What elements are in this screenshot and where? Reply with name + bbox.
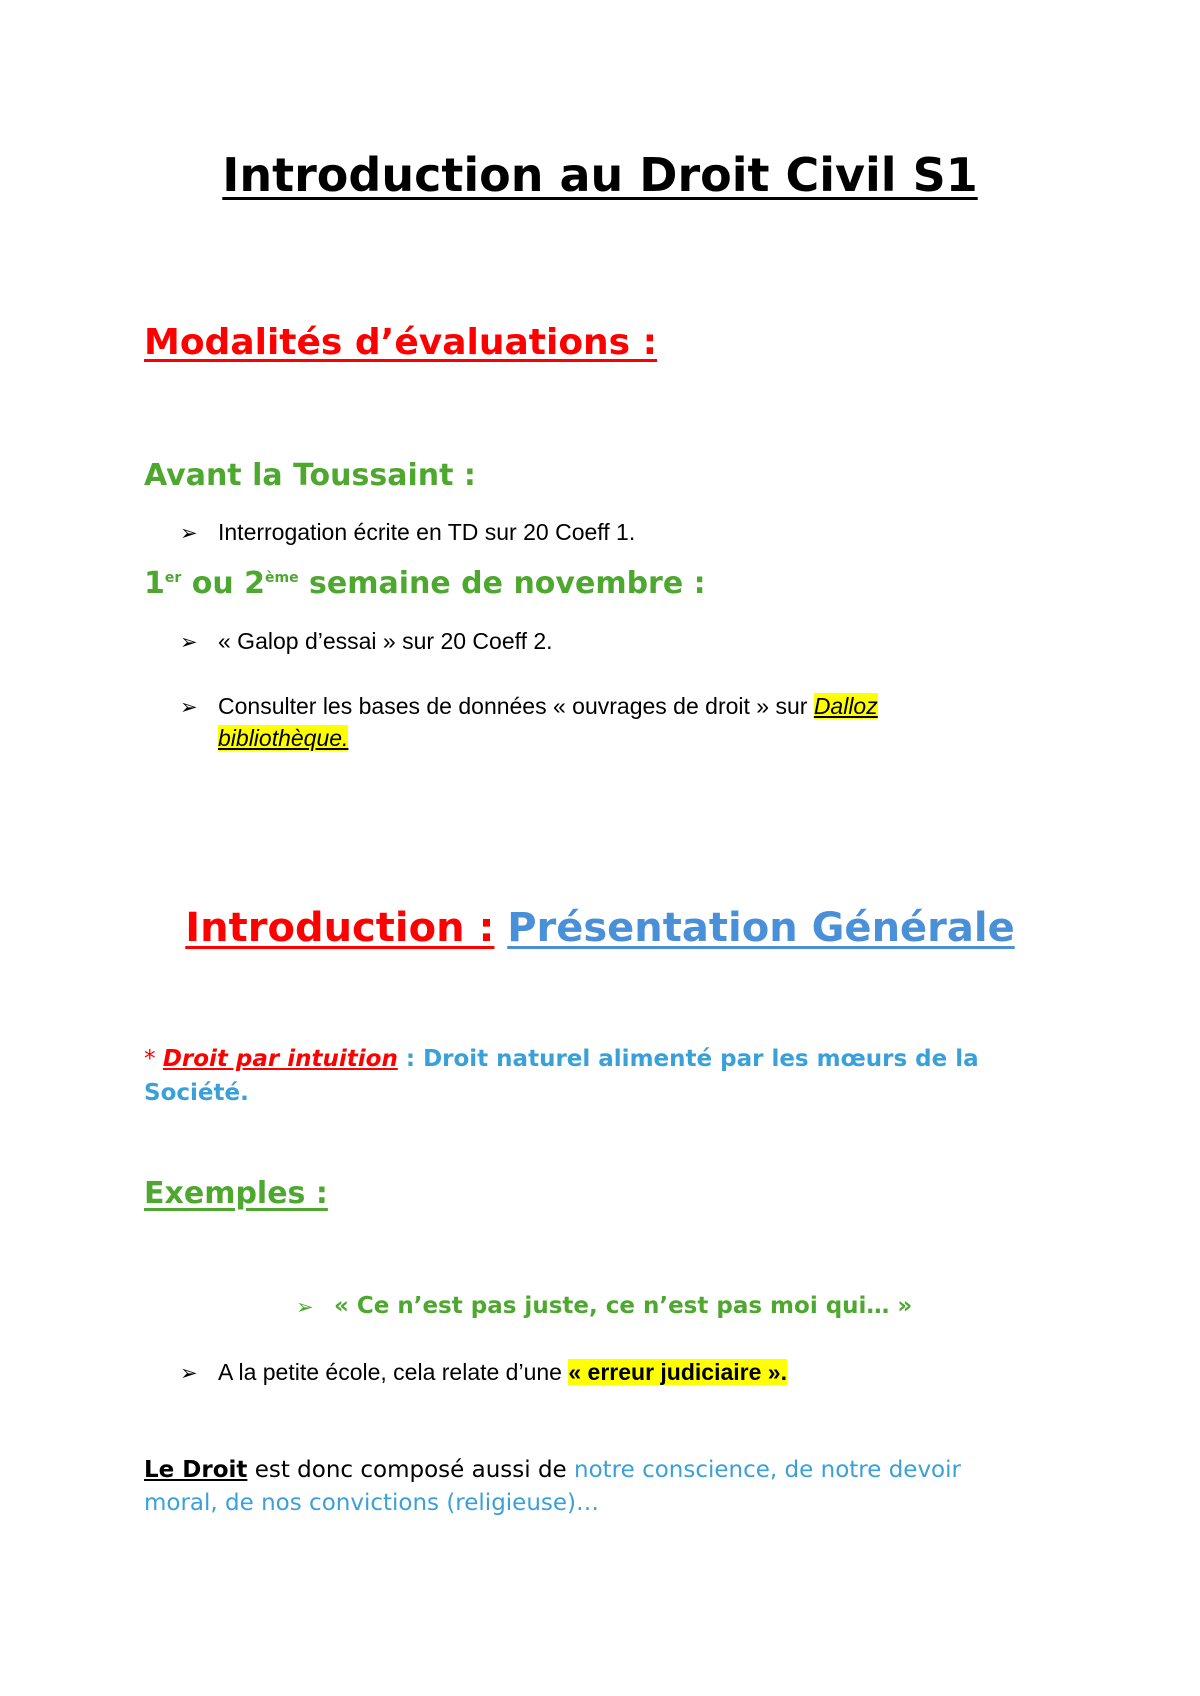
droit-intuition-line: * Droit par intuition : Droit naturel alimenté par les mœurs de la (144, 1046, 979, 1072)
exemple-item: A la petite école, cela relate d’une « erreur judiciaire ». (218, 1359, 787, 1385)
arrow-bullet-icon: ➢ (180, 1361, 198, 1385)
galop-item: « Galop d’essai » sur 20 Coeff 2. (218, 628, 553, 654)
introduction-heading: Introduction : Présentation Générale (185, 905, 1015, 951)
exemples-heading: Exemples : (144, 1176, 328, 1211)
arrow-bullet-icon: ➢ (180, 695, 198, 719)
bibliotheque-link[interactable]: bibliothèque. (218, 725, 349, 751)
arrow-bullet-icon: ➢ (296, 1295, 314, 1319)
le-droit-term: Le Droit (144, 1457, 248, 1483)
toussaint-item: Interrogation écrite en TD sur 20 Coeff 1. (218, 519, 636, 545)
arrow-bullet-icon: ➢ (180, 521, 198, 545)
conclusion-line2: moral, de nos convictions (religieuse)… (144, 1490, 600, 1516)
novembre-heading: 1er ou 2ème semaine de novembre : (144, 566, 706, 601)
page-title: Introduction au Droit Civil S1 (222, 148, 978, 202)
toussaint-heading: Avant la Toussaint : (144, 458, 476, 493)
erreur-judiciaire-highlight: « erreur judiciaire ». (568, 1359, 787, 1385)
consulter-item-cont (218, 725, 348, 752)
droit-intuition-line2: Société. (144, 1080, 249, 1106)
dalloz-link[interactable]: Dalloz (813, 693, 878, 719)
conclusion-line1: Le Droit est donc composé aussi de notre conscience, de notre devoir (144, 1457, 961, 1483)
modalites-heading: Modalités d’évaluations : (144, 322, 658, 363)
droit-intuition-term: Droit par intuition (162, 1046, 398, 1072)
exemple-quote: « Ce n’est pas juste, ce n’est pas moi qui… » (334, 1293, 913, 1319)
arrow-bullet-icon: ➢ (180, 630, 198, 654)
consulter-item: Consulter les bases de données « ouvrages de droit » sur Dalloz (218, 693, 878, 719)
